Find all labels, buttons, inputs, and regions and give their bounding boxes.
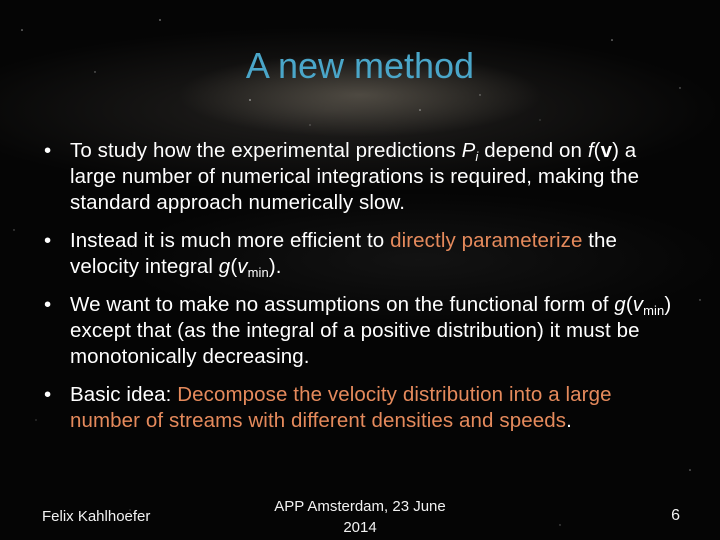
bullet-text: To study how the experimental predictions <box>70 139 462 162</box>
footer-event-line2: 2014 <box>343 519 377 536</box>
bullet-marker: • <box>44 383 52 406</box>
bullet-text: Basic idea: <box>70 383 178 406</box>
footer-author: Felix Kahlhoefer <box>42 508 151 525</box>
bullet-text: ( <box>230 255 238 278</box>
bullet-item-2 <box>44 228 684 280</box>
bullet-text: ). <box>268 255 282 278</box>
bullet-text: depend on <box>478 139 588 162</box>
vmin-subscript: min <box>643 303 665 318</box>
function-symbol: g <box>218 255 231 278</box>
bullet-text: ) except that (as the integral of a positive distribution) it must be monotonically decreasing. <box>70 293 672 368</box>
footer-event <box>230 496 490 538</box>
bullet-text: We want to make no assumptions on the functional form of <box>70 293 615 316</box>
vmin-subscript: min <box>247 265 269 280</box>
velocity-vector-symbol: v <box>600 139 613 162</box>
bullet-list <box>44 138 684 434</box>
predictions-symbol: P <box>461 139 476 162</box>
bullet-marker: • <box>44 139 52 162</box>
predictions-subscript: i <box>475 149 479 164</box>
function-symbol: f <box>587 139 594 162</box>
bullet-text: Instead it is much more efficient to <box>70 229 391 252</box>
bullet-text: ) a large number of numerical integrations is required, making the standard approach numerically slow. <box>70 139 640 214</box>
vmin-symbol: v <box>632 293 644 316</box>
bullet-text: the velocity integral <box>70 229 618 278</box>
bullet-text: ( <box>625 293 633 316</box>
highlight-text: Decompose the velocity distribution into a large number of streams with different densities and speeds <box>70 383 612 432</box>
bullet-item-1 <box>44 138 684 216</box>
bullet-item-4 <box>44 382 684 434</box>
bullet-marker: • <box>44 229 52 252</box>
bullet-item-3 <box>44 292 684 370</box>
highlight-text: directly parameterize <box>390 229 583 252</box>
slide-number: 6 <box>671 507 680 524</box>
bullet-text: . <box>566 409 572 432</box>
vmin-symbol: v <box>237 255 248 278</box>
bullet-text: ( <box>593 139 601 162</box>
slide-title: A new method <box>245 45 475 86</box>
bullet-marker: • <box>44 293 52 316</box>
footer-event-line1: APP Amsterdam, 23 June <box>274 498 446 515</box>
function-symbol: g <box>614 293 626 316</box>
